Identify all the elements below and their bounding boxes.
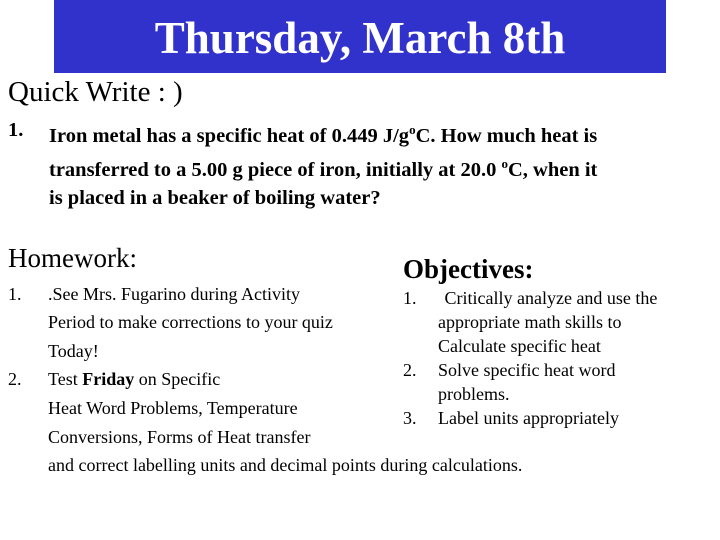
- homework-item-line: .See Mrs. Fugarino during Activity: [48, 284, 300, 304]
- degree-superscript: o: [501, 155, 508, 171]
- question-text: [49, 116, 714, 212]
- question-line: [49, 116, 714, 150]
- homework-item-line: Conversions, Forms of Heat transfer: [48, 427, 311, 447]
- homework-item-line: Period to make corrections to your quiz: [48, 312, 333, 332]
- objectives-heading: Objectives:: [403, 254, 534, 284]
- question-text-part: is placed in a beaker of boiling water?: [49, 186, 381, 209]
- homework-item-line: Heat Word Problems, Temperature: [48, 398, 298, 418]
- objective-line: problems.: [438, 384, 510, 404]
- question-text-part: transferred to a 5.00 g piece of iron, initially at 20.0: [49, 158, 502, 181]
- objective-number: 2.: [403, 360, 417, 380]
- objective-number: 1.: [403, 288, 417, 308]
- page-title: Thursday, March 8th: [154, 13, 566, 63]
- question-line: [49, 150, 714, 184]
- homework-item-line: [48, 365, 220, 394]
- objective-line: Critically analyze and use the: [440, 288, 658, 308]
- homework-item-number: 1.: [8, 284, 22, 304]
- objective-line: appropriate math skills to: [438, 312, 622, 332]
- degree-superscript: o: [409, 122, 416, 137]
- question-text-part: C, when it: [507, 158, 598, 181]
- quick-write-heading: Quick Write : ): [8, 76, 183, 108]
- question-text-part: Iron metal has a specific heat of 0.449 J/g: [49, 124, 410, 147]
- homework-item-line: and correct labelling units and decimal points during calculations.: [48, 455, 523, 475]
- objective-line: Solve specific heat word: [438, 360, 616, 380]
- homework-heading: Homework:: [8, 243, 137, 273]
- homework-text-part: Test: [48, 369, 83, 389]
- homework-item-line: Today!: [48, 341, 99, 361]
- homework-bold-day: Friday: [82, 369, 135, 389]
- objective-line: Calculate specific heat: [438, 336, 601, 356]
- objective-number: 3.: [403, 408, 417, 428]
- quick-write-question: [8, 116, 714, 212]
- objective-line: Label units appropriately: [438, 408, 619, 428]
- question-text-part: C. How much heat is: [415, 124, 598, 147]
- homework-text-part: on Specific: [134, 369, 221, 389]
- question-line: [49, 184, 714, 212]
- homework-item-number: 2.: [8, 369, 22, 389]
- question-number: 1.: [8, 119, 24, 141]
- title-banner: [54, 0, 666, 73]
